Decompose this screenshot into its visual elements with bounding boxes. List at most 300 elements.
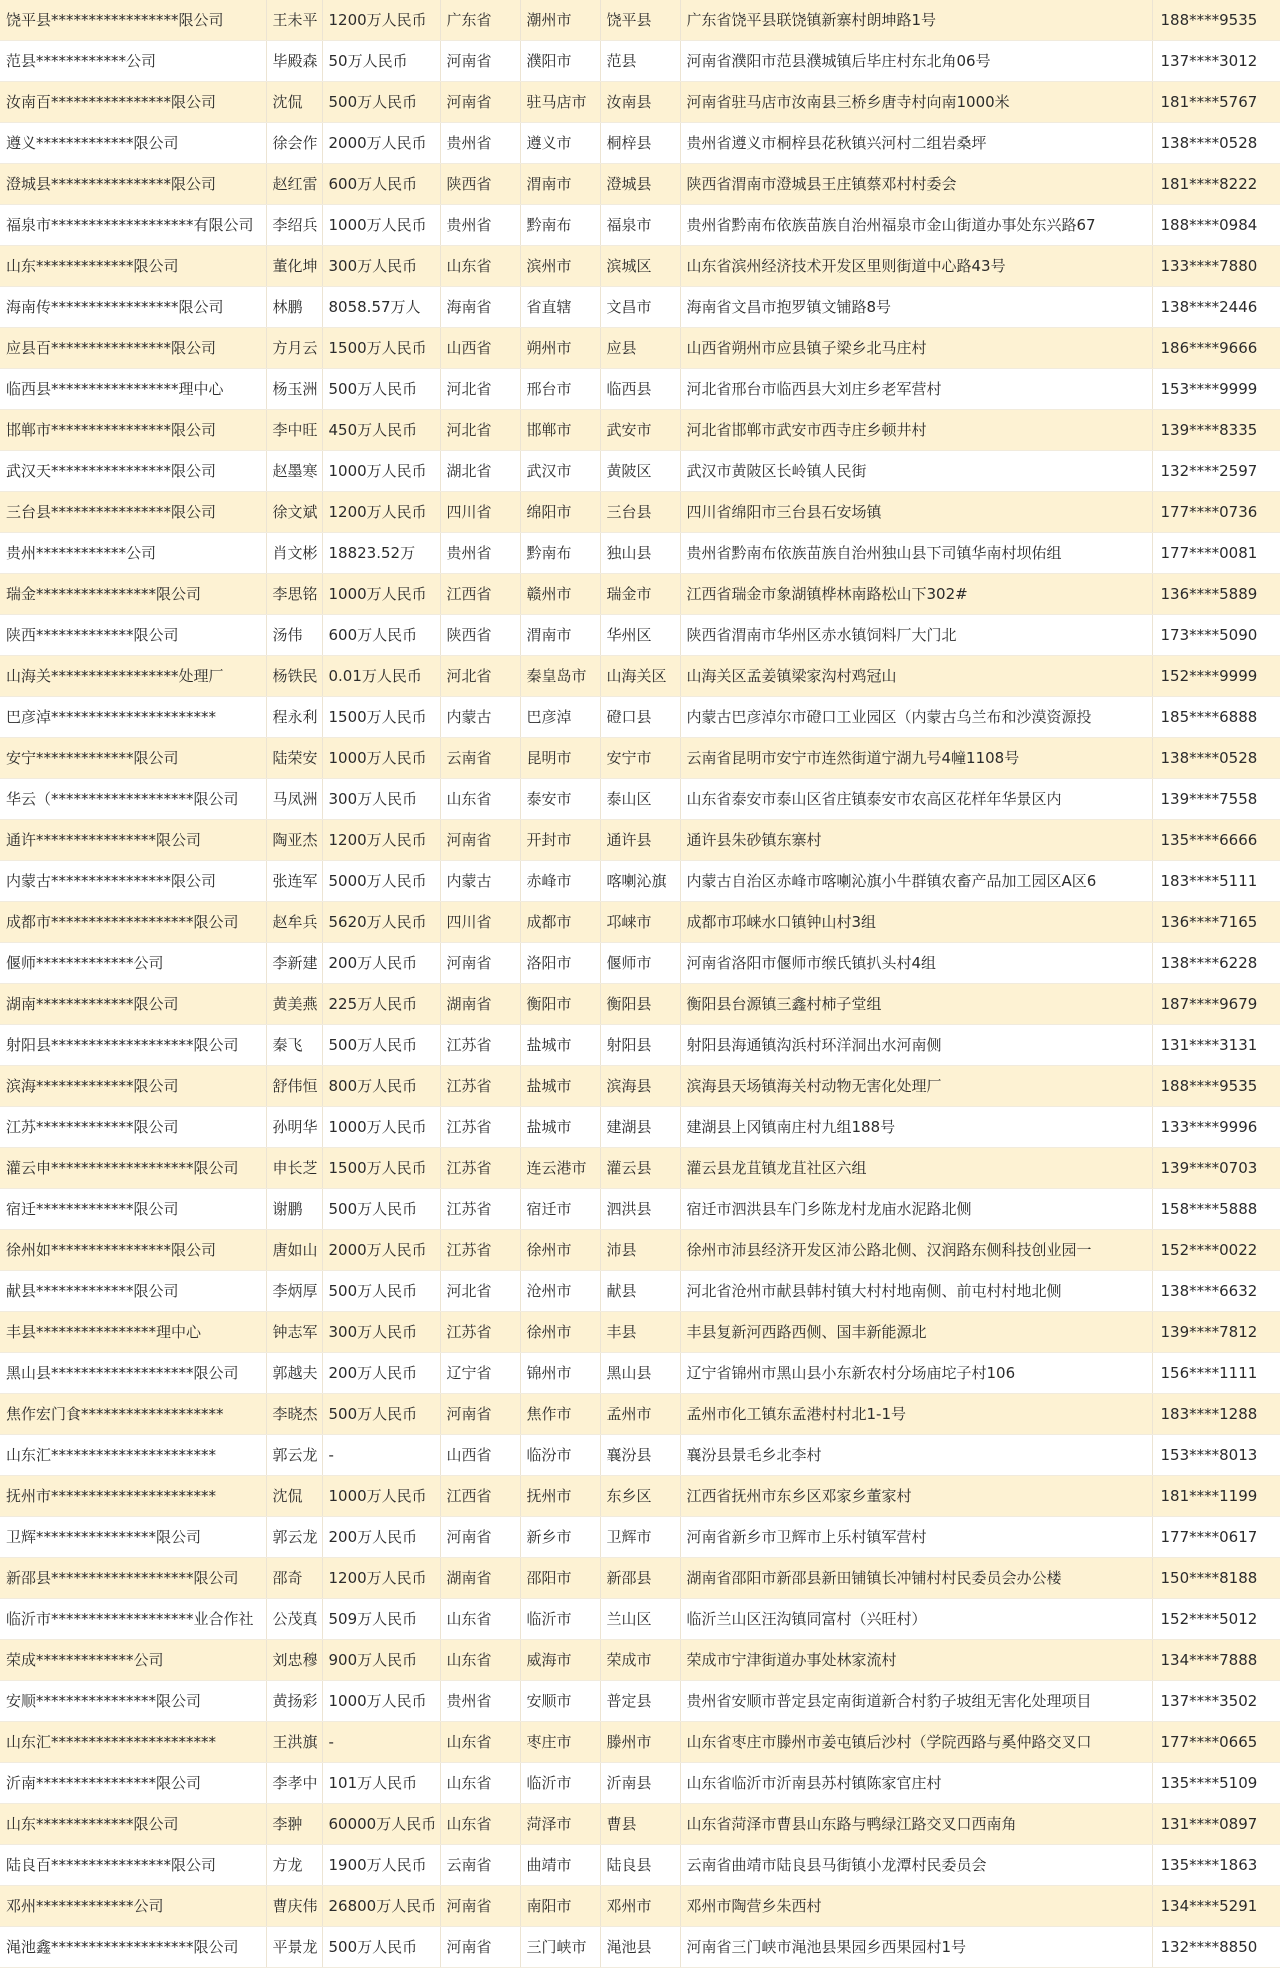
- legal-person-cell: 杨玉洲: [266, 369, 322, 410]
- table-row: [0, 82, 1280, 123]
- phone-cell: 137****3502: [1152, 1681, 1280, 1722]
- company-name-cell: 沂南****************限公司: [0, 1763, 266, 1804]
- city-cell: 徐州市: [520, 1230, 600, 1271]
- legal-person-cell: 李炳厚: [266, 1271, 322, 1312]
- table-row: [0, 1107, 1280, 1148]
- district-cell: 汝南县: [600, 82, 680, 123]
- registered-capital-cell: 1900万人民币: [322, 1845, 440, 1886]
- phone-cell: 183****5111: [1152, 861, 1280, 902]
- registered-capital-cell: 300万人民币: [322, 1312, 440, 1353]
- phone-cell: 153****9999: [1152, 369, 1280, 410]
- phone-cell: 132****2597: [1152, 451, 1280, 492]
- registered-capital-cell: 2000万人民币: [322, 1230, 440, 1271]
- city-cell: 邯郸市: [520, 410, 600, 451]
- registered-capital-cell: 800万人民币: [322, 1066, 440, 1107]
- district-cell: 安宁市: [600, 738, 680, 779]
- company-name-cell: 临沂市*******************业合作社: [0, 1599, 266, 1640]
- province-cell: 山西省: [440, 328, 520, 369]
- legal-person-cell: 郭云龙: [266, 1517, 322, 1558]
- registered-capital-cell: 1200万人民币: [322, 492, 440, 533]
- legal-person-cell: 方龙: [266, 1845, 322, 1886]
- district-cell: 丰县: [600, 1312, 680, 1353]
- legal-person-cell: 陶亚杰: [266, 820, 322, 861]
- district-cell: 建湖县: [600, 1107, 680, 1148]
- city-cell: 遵义市: [520, 123, 600, 164]
- address-cell: 海南省文昌市抱罗镇文铺路8号: [680, 287, 1152, 328]
- address-cell: 孟州市化工镇东孟港村村北1-1号: [680, 1394, 1152, 1435]
- address-cell: 山东省滨州经济技术开发区里则街道中心路43号: [680, 246, 1152, 287]
- table-row: [0, 1558, 1280, 1599]
- legal-person-cell: 申长芝: [266, 1148, 322, 1189]
- district-cell: 黄陂区: [600, 451, 680, 492]
- city-cell: 威海市: [520, 1640, 600, 1681]
- legal-person-cell: 王洪旗: [266, 1722, 322, 1763]
- phone-cell: 188****0984: [1152, 205, 1280, 246]
- phone-cell: 131****3131: [1152, 1025, 1280, 1066]
- table-row: [0, 1148, 1280, 1189]
- address-cell: 山西省朔州市应县镇子梁乡北马庄村: [680, 328, 1152, 369]
- province-cell: 河南省: [440, 1517, 520, 1558]
- city-cell: 盐城市: [520, 1107, 600, 1148]
- table-row: [0, 1066, 1280, 1107]
- table-row: [0, 1025, 1280, 1066]
- address-cell: 滨海县天场镇海关村动物无害化处理厂: [680, 1066, 1152, 1107]
- province-cell: 江苏省: [440, 1066, 520, 1107]
- table-row: [0, 492, 1280, 533]
- province-cell: 江西省: [440, 574, 520, 615]
- district-cell: 襄汾县: [600, 1435, 680, 1476]
- registered-capital-cell: 60000万人民币: [322, 1804, 440, 1845]
- address-cell: 通许县朱砂镇东寨村: [680, 820, 1152, 861]
- registered-capital-cell: 2000万人民币: [322, 123, 440, 164]
- table-row: [0, 1230, 1280, 1271]
- district-cell: 卫辉市: [600, 1517, 680, 1558]
- registered-capital-cell: 5000万人民币: [322, 861, 440, 902]
- province-cell: 陕西省: [440, 615, 520, 656]
- table-row: [0, 41, 1280, 82]
- province-cell: 辽宁省: [440, 1353, 520, 1394]
- table-row: [0, 1927, 1280, 1968]
- table-row: [0, 1517, 1280, 1558]
- registered-capital-cell: 600万人民币: [322, 615, 440, 656]
- company-name-cell: 江苏*************限公司: [0, 1107, 266, 1148]
- phone-cell: 158****5888: [1152, 1189, 1280, 1230]
- province-cell: 陕西省: [440, 164, 520, 205]
- legal-person-cell: 李中旺: [266, 410, 322, 451]
- province-cell: 江西省: [440, 1476, 520, 1517]
- province-cell: 河北省: [440, 410, 520, 451]
- phone-cell: 139****7812: [1152, 1312, 1280, 1353]
- company-name-cell: 滨海*************限公司: [0, 1066, 266, 1107]
- district-cell: 三台县: [600, 492, 680, 533]
- registered-capital-cell: 1000万人民币: [322, 574, 440, 615]
- table-row: [0, 574, 1280, 615]
- table-row: [0, 861, 1280, 902]
- legal-person-cell: 赵牟兵: [266, 902, 322, 943]
- district-cell: 邓州市: [600, 1886, 680, 1927]
- registered-capital-cell: 18823.52万: [322, 533, 440, 574]
- table-row: [0, 0, 1280, 41]
- address-cell: 贵州省安顺市普定县定南街道新合村豹子坡组无害化处理项目: [680, 1681, 1152, 1722]
- registered-capital-cell: 200万人民币: [322, 1517, 440, 1558]
- address-cell: 宿迁市泗洪县车门乡陈龙村龙庙水泥路北侧: [680, 1189, 1152, 1230]
- table-row: [0, 369, 1280, 410]
- company-name-cell: 湖南*************限公司: [0, 984, 266, 1025]
- company-name-cell: 射阳县*******************限公司: [0, 1025, 266, 1066]
- phone-cell: 152****9999: [1152, 656, 1280, 697]
- district-cell: 武安市: [600, 410, 680, 451]
- province-cell: 江苏省: [440, 1189, 520, 1230]
- registered-capital-cell: 500万人民币: [322, 1271, 440, 1312]
- legal-person-cell: 李晓杰: [266, 1394, 322, 1435]
- legal-person-cell: 赵红雷: [266, 164, 322, 205]
- address-cell: 云南省曲靖市陆良县马街镇小龙潭村民委员会: [680, 1845, 1152, 1886]
- phone-cell: 136****5889: [1152, 574, 1280, 615]
- company-name-cell: 瑞金****************限公司: [0, 574, 266, 615]
- province-cell: 山东省: [440, 779, 520, 820]
- city-cell: 衡阳市: [520, 984, 600, 1025]
- registered-capital-cell: 1000万人民币: [322, 1107, 440, 1148]
- city-cell: 潮州市: [520, 0, 600, 41]
- table-row: [0, 738, 1280, 779]
- address-cell: 成都市邛崃水口镇钟山村3组: [680, 902, 1152, 943]
- city-cell: 绵阳市: [520, 492, 600, 533]
- registered-capital-cell: 1000万人民币: [322, 1681, 440, 1722]
- address-cell: 河北省沧州市献县韩村镇大村村地南侧、前屯村村地北侧: [680, 1271, 1152, 1312]
- registered-capital-cell: 500万人民币: [322, 369, 440, 410]
- company-name-cell: 应县百****************限公司: [0, 328, 266, 369]
- address-cell: 江西省瑞金市象湖镇桦林南路松山下302#: [680, 574, 1152, 615]
- province-cell: 山东省: [440, 1722, 520, 1763]
- registered-capital-cell: 1500万人民币: [322, 697, 440, 738]
- phone-cell: 134****5291: [1152, 1886, 1280, 1927]
- province-cell: 内蒙古: [440, 861, 520, 902]
- city-cell: 临汾市: [520, 1435, 600, 1476]
- company-name-cell: 临西县*****************理中心: [0, 369, 266, 410]
- table-row: [0, 615, 1280, 656]
- district-cell: 兰山区: [600, 1599, 680, 1640]
- table-row: [0, 902, 1280, 943]
- company-name-cell: 山东*************限公司: [0, 1804, 266, 1845]
- city-cell: 临沂市: [520, 1763, 600, 1804]
- registered-capital-cell: 200万人民币: [322, 1353, 440, 1394]
- phone-cell: 133****7880: [1152, 246, 1280, 287]
- table-row: [0, 1845, 1280, 1886]
- legal-person-cell: 平景龙: [266, 1927, 322, 1968]
- company-name-cell: 丰县****************理中心: [0, 1312, 266, 1353]
- company-name-cell: 渑池鑫*******************限公司: [0, 1927, 266, 1968]
- table-row: [0, 1681, 1280, 1722]
- city-cell: 枣庄市: [520, 1722, 600, 1763]
- table-row: [0, 820, 1280, 861]
- table-row: [0, 779, 1280, 820]
- city-cell: 三门峡市: [520, 1927, 600, 1968]
- district-cell: 衡阳县: [600, 984, 680, 1025]
- company-name-cell: 抚州市**********************: [0, 1476, 266, 1517]
- phone-cell: 137****3012: [1152, 41, 1280, 82]
- province-cell: 云南省: [440, 1845, 520, 1886]
- company-name-cell: 内蒙古****************限公司: [0, 861, 266, 902]
- address-cell: 贵州省遵义市桐梓县花秋镇兴河村二组岩桑坪: [680, 123, 1152, 164]
- district-cell: 滕州市: [600, 1722, 680, 1763]
- address-cell: 灌云县龙苴镇龙苴社区六组: [680, 1148, 1152, 1189]
- address-cell: 河南省新乡市卫辉市上乐村镇军营村: [680, 1517, 1152, 1558]
- legal-person-cell: 陆荣安: [266, 738, 322, 779]
- table-row: [0, 451, 1280, 492]
- table-row: [0, 656, 1280, 697]
- district-cell: 桐梓县: [600, 123, 680, 164]
- city-cell: 南阳市: [520, 1886, 600, 1927]
- legal-person-cell: 汤伟: [266, 615, 322, 656]
- phone-cell: 152****0022: [1152, 1230, 1280, 1271]
- city-cell: 武汉市: [520, 451, 600, 492]
- table-row: [0, 943, 1280, 984]
- province-cell: 江苏省: [440, 1230, 520, 1271]
- legal-person-cell: 张连军: [266, 861, 322, 902]
- district-cell: 通许县: [600, 820, 680, 861]
- company-name-cell: 山东*************限公司: [0, 246, 266, 287]
- legal-person-cell: 徐会作: [266, 123, 322, 164]
- registered-capital-cell: -: [322, 1722, 440, 1763]
- company-name-cell: 献县*************限公司: [0, 1271, 266, 1312]
- province-cell: 贵州省: [440, 123, 520, 164]
- company-name-cell: 澄城县****************限公司: [0, 164, 266, 205]
- province-cell: 山东省: [440, 1804, 520, 1845]
- company-name-cell: 安宁*************限公司: [0, 738, 266, 779]
- registered-capital-cell: 200万人民币: [322, 943, 440, 984]
- district-cell: 独山县: [600, 533, 680, 574]
- district-cell: 喀喇沁旗: [600, 861, 680, 902]
- legal-person-cell: 马凤洲: [266, 779, 322, 820]
- address-cell: 徐州市沛县经济开发区沛公路北侧、汉润路东侧科技创业园一: [680, 1230, 1152, 1271]
- district-cell: 瑞金市: [600, 574, 680, 615]
- city-cell: 菏泽市: [520, 1804, 600, 1845]
- province-cell: 贵州省: [440, 533, 520, 574]
- company-name-cell: 邓州*************公司: [0, 1886, 266, 1927]
- district-cell: 泗洪县: [600, 1189, 680, 1230]
- city-cell: 抚州市: [520, 1476, 600, 1517]
- city-cell: 洛阳市: [520, 943, 600, 984]
- address-cell: 荣成市宁津街道办事处林家流村: [680, 1640, 1152, 1681]
- legal-person-cell: 徐文斌: [266, 492, 322, 533]
- address-cell: 河南省驻马店市汝南县三桥乡唐寺村向南1000米: [680, 82, 1152, 123]
- legal-person-cell: 谢鹏: [266, 1189, 322, 1230]
- registered-capital-cell: 450万人民币: [322, 410, 440, 451]
- table-row: [0, 1722, 1280, 1763]
- registered-capital-cell: 600万人民币: [322, 164, 440, 205]
- legal-person-cell: 董化坤: [266, 246, 322, 287]
- district-cell: 孟州市: [600, 1394, 680, 1435]
- province-cell: 河北省: [440, 656, 520, 697]
- district-cell: 曹县: [600, 1804, 680, 1845]
- province-cell: 内蒙古: [440, 697, 520, 738]
- legal-person-cell: 公茂真: [266, 1599, 322, 1640]
- address-cell: 山海关区孟姜镇梁家沟村鸡冠山: [680, 656, 1152, 697]
- address-cell: 武汉市黄陂区长岭镇人民街: [680, 451, 1152, 492]
- province-cell: 江苏省: [440, 1312, 520, 1353]
- company-name-cell: 山东汇**********************: [0, 1435, 266, 1476]
- table-row: [0, 246, 1280, 287]
- legal-person-cell: 杨铁民: [266, 656, 322, 697]
- company-name-cell: 三台县****************限公司: [0, 492, 266, 533]
- district-cell: 射阳县: [600, 1025, 680, 1066]
- table-row: [0, 205, 1280, 246]
- phone-cell: 138****0528: [1152, 738, 1280, 779]
- district-cell: 滨海县: [600, 1066, 680, 1107]
- address-cell: 临沂兰山区汪沟镇同富村（兴旺村）: [680, 1599, 1152, 1640]
- legal-person-cell: 沈侃: [266, 1476, 322, 1517]
- district-cell: 山海关区: [600, 656, 680, 697]
- province-cell: 江苏省: [440, 1107, 520, 1148]
- city-cell: 沧州市: [520, 1271, 600, 1312]
- district-cell: 应县: [600, 328, 680, 369]
- legal-person-cell: 林鹏: [266, 287, 322, 328]
- province-cell: 湖南省: [440, 1558, 520, 1599]
- province-cell: 河南省: [440, 1927, 520, 1968]
- registered-capital-cell: 0.01万人民币: [322, 656, 440, 697]
- city-cell: 渭南市: [520, 615, 600, 656]
- table-row: [0, 1599, 1280, 1640]
- district-cell: 献县: [600, 1271, 680, 1312]
- legal-person-cell: 李翀: [266, 1804, 322, 1845]
- province-cell: 广东省: [440, 0, 520, 41]
- province-cell: 江苏省: [440, 1148, 520, 1189]
- registered-capital-cell: 1200万人民币: [322, 1558, 440, 1599]
- address-cell: 湖南省邵阳市新邵县新田铺镇长冲铺村村民委员会办公楼: [680, 1558, 1152, 1599]
- address-cell: 云南省昆明市安宁市连然街道宁湖九号4幢1108号: [680, 738, 1152, 779]
- legal-person-cell: 郭云龙: [266, 1435, 322, 1476]
- phone-cell: 181****8222: [1152, 164, 1280, 205]
- legal-person-cell: 肖文彬: [266, 533, 322, 574]
- table-row: [0, 328, 1280, 369]
- district-cell: 泰山区: [600, 779, 680, 820]
- city-cell: 邵阳市: [520, 1558, 600, 1599]
- company-name-cell: 灌云申*******************限公司: [0, 1148, 266, 1189]
- address-cell: 丰县复新河西路西侧、国丰新能源北: [680, 1312, 1152, 1353]
- phone-cell: 139****7558: [1152, 779, 1280, 820]
- address-cell: 河南省三门峡市渑池县果园乡西果园村1号: [680, 1927, 1152, 1968]
- address-cell: 襄汾县景毛乡北李村: [680, 1435, 1152, 1476]
- address-cell: 河北省邢台市临西县大刘庄乡老军营村: [680, 369, 1152, 410]
- province-cell: 山东省: [440, 1599, 520, 1640]
- company-name-cell: 新邵县*******************限公司: [0, 1558, 266, 1599]
- company-name-cell: 徐州如****************限公司: [0, 1230, 266, 1271]
- company-name-cell: 偃师*************公司: [0, 943, 266, 984]
- legal-person-cell: 邵奇: [266, 1558, 322, 1599]
- legal-person-cell: 黄扬彩: [266, 1681, 322, 1722]
- address-cell: 衡阳县台源镇三鑫村柿子堂组: [680, 984, 1152, 1025]
- city-cell: 新乡市: [520, 1517, 600, 1558]
- phone-cell: 183****1288: [1152, 1394, 1280, 1435]
- company-name-cell: 陆良百****************限公司: [0, 1845, 266, 1886]
- legal-person-cell: 李新建: [266, 943, 322, 984]
- province-cell: 云南省: [440, 738, 520, 779]
- phone-cell: 188****9535: [1152, 1066, 1280, 1107]
- province-cell: 湖北省: [440, 451, 520, 492]
- legal-person-cell: 赵墨寒: [266, 451, 322, 492]
- phone-cell: 150****8188: [1152, 1558, 1280, 1599]
- district-cell: 范县: [600, 41, 680, 82]
- legal-person-cell: 钟志军: [266, 1312, 322, 1353]
- table-row: [0, 1640, 1280, 1681]
- phone-cell: 138****6228: [1152, 943, 1280, 984]
- legal-person-cell: 郭越夫: [266, 1353, 322, 1394]
- address-cell: 内蒙古自治区赤峰市喀喇沁旗小牛群镇农畜产品加工园区A区6: [680, 861, 1152, 902]
- city-cell: 黔南布: [520, 533, 600, 574]
- city-cell: 邢台市: [520, 369, 600, 410]
- company-name-cell: 巴彦淖**********************: [0, 697, 266, 738]
- legal-person-cell: 刘忠穆: [266, 1640, 322, 1681]
- legal-person-cell: 曹庆伟: [266, 1886, 322, 1927]
- city-cell: 朔州市: [520, 328, 600, 369]
- phone-cell: 135****1863: [1152, 1845, 1280, 1886]
- table-row: [0, 984, 1280, 1025]
- province-cell: 山东省: [440, 1763, 520, 1804]
- province-cell: 四川省: [440, 492, 520, 533]
- legal-person-cell: 毕殿森: [266, 41, 322, 82]
- company-name-cell: 安顺****************限公司: [0, 1681, 266, 1722]
- registered-capital-cell: 1000万人民币: [322, 738, 440, 779]
- registered-capital-cell: 500万人民币: [322, 1394, 440, 1435]
- province-cell: 河南省: [440, 820, 520, 861]
- company-name-cell: 遵义*************限公司: [0, 123, 266, 164]
- legal-person-cell: 程永利: [266, 697, 322, 738]
- city-cell: 安顺市: [520, 1681, 600, 1722]
- province-cell: 河南省: [440, 1886, 520, 1927]
- phone-cell: 177****0736: [1152, 492, 1280, 533]
- registered-capital-cell: 500万人民币: [322, 1189, 440, 1230]
- address-cell: 山东省泰安市泰山区省庄镇泰安市农高区花样年华景区内: [680, 779, 1152, 820]
- legal-person-cell: 秦飞: [266, 1025, 322, 1066]
- city-cell: 濮阳市: [520, 41, 600, 82]
- table-row: [0, 1353, 1280, 1394]
- city-cell: 昆明市: [520, 738, 600, 779]
- legal-person-cell: 李思铭: [266, 574, 322, 615]
- registered-capital-cell: 26800万人民币: [322, 1886, 440, 1927]
- phone-cell: 134****7888: [1152, 1640, 1280, 1681]
- company-name-cell: 成都市*******************限公司: [0, 902, 266, 943]
- address-cell: 陕西省渭南市澄城县王庄镇蔡邓村村委会: [680, 164, 1152, 205]
- address-cell: 贵州省黔南布依族苗族自治州福泉市金山街道办事处东兴路67: [680, 205, 1152, 246]
- address-cell: 邓州市陶营乡朱西村: [680, 1886, 1152, 1927]
- address-cell: 山东省枣庄市滕州市姜屯镇后沙村（学院西路与奚仲路交叉口: [680, 1722, 1152, 1763]
- phone-cell: 136****7165: [1152, 902, 1280, 943]
- registered-capital-cell: 500万人民币: [322, 82, 440, 123]
- phone-cell: 133****9996: [1152, 1107, 1280, 1148]
- district-cell: 普定县: [600, 1681, 680, 1722]
- company-name-cell: 海南传*****************限公司: [0, 287, 266, 328]
- city-cell: 徐州市: [520, 1312, 600, 1353]
- table-row: [0, 1804, 1280, 1845]
- province-cell: 山东省: [440, 1640, 520, 1681]
- address-cell: 河南省濮阳市范县濮城镇后毕庄村东北角06号: [680, 41, 1152, 82]
- province-cell: 湖南省: [440, 984, 520, 1025]
- address-cell: 建湖县上冈镇南庄村九组188号: [680, 1107, 1152, 1148]
- city-cell: 驻马店市: [520, 82, 600, 123]
- province-cell: 河南省: [440, 41, 520, 82]
- company-name-cell: 贵州************公司: [0, 533, 266, 574]
- city-cell: 曲靖市: [520, 1845, 600, 1886]
- province-cell: 河南省: [440, 1394, 520, 1435]
- phone-cell: 138****6632: [1152, 1271, 1280, 1312]
- phone-cell: 186****9666: [1152, 328, 1280, 369]
- company-name-cell: 汝南百****************限公司: [0, 82, 266, 123]
- province-cell: 贵州省: [440, 1681, 520, 1722]
- registered-capital-cell: 509万人民币: [322, 1599, 440, 1640]
- phone-cell: 185****6888: [1152, 697, 1280, 738]
- registered-capital-cell: -: [322, 1435, 440, 1476]
- table-row: [0, 410, 1280, 451]
